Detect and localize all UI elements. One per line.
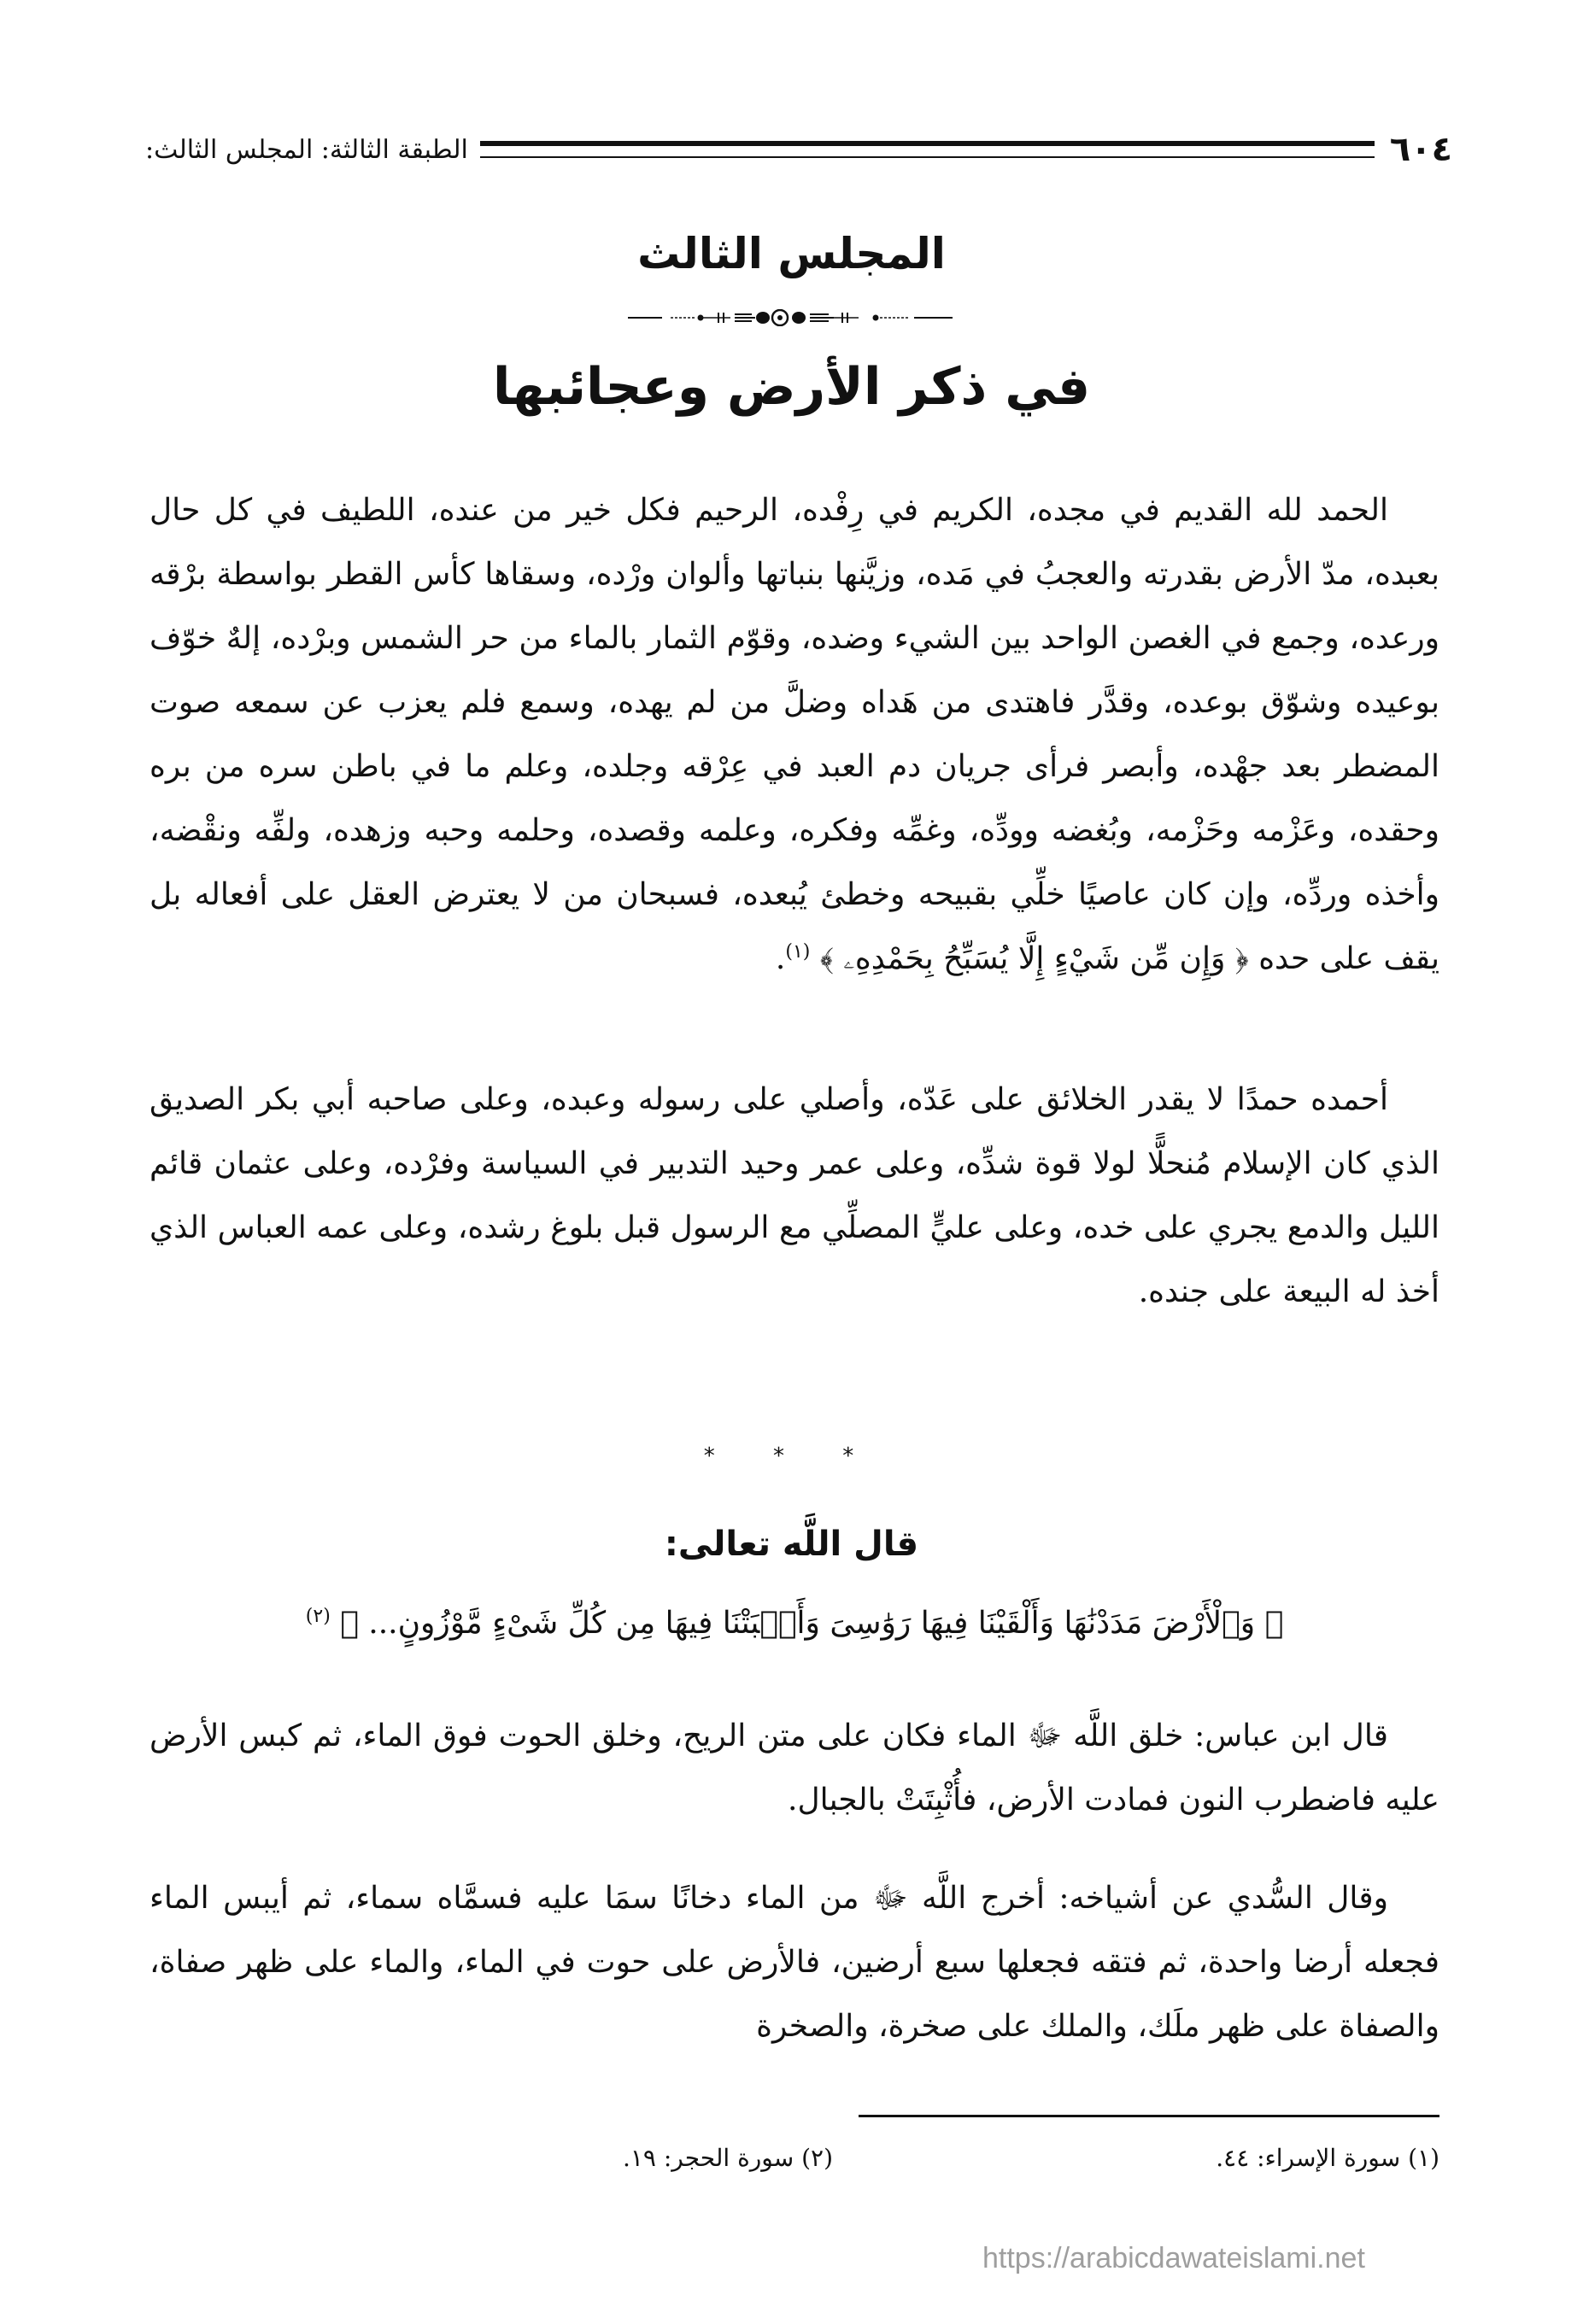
footnote-ref-2: (٢) [305,1606,331,1627]
footnote-2: (٢) سورة الحجر: ١٩. [622,2144,833,2172]
period: . [775,941,786,976]
quran-verse [150,1606,1439,1641]
suddi-paragraph [150,1866,1439,2058]
watermark-url: https://arabicdawateislami.net [982,2242,1365,2274]
page-number: ٦٠٤ [1389,130,1452,169]
paragraph-text: الحمد لله القديم في مجده، الكريم في رِفْده، الرحيم فكل خير من عنده، اللطيف في كل حال بعبده، مدّ الأرض بقدرته والعجبُ في مَده، وزيَّنها بنباتها وألوان ورْده، وسقاها كأس القطر بواسطة برْقه ورعده، وجمع في الغصن الواحد بين الشيء وضده، وقوّم الثمار بالماء من حر الشمس وبرْده، إلهٌ خوّف بوعيده وشوّق بوعده، وقدَّر فاهتدى من هَداه وضلَّ من لم يهده، وسمع فلم يعزب عن سمعه صوت المضطر بعد جهْده، وأبصر فرأى جريان دم العبد في عِرْقه وجلده، وعلم ما في باطن سره من بره وحقده، وعَزْمه وحَزْمه، وبُغضه وودِّه، وغمِّه وفكره، وعلمه وقصده، وحلمه وحبه وزهده، ولفِّه ونقْضه، وأخذه وردِّه، وإن كان عاصيًا خلِّي بقبيحه وخطئ يُبعده، فسبحان من لا يعترض العقل على أفعاله بل يقف على حده [150,493,1439,976]
footnote-divider [859,2115,1439,2117]
running-header [145,128,1452,171]
paragraph-text: قال ابن عباس: خلق اللَّه ﷻ الماء فكان على متن الريح، وخلق الحوت فوق الماء، ثم كبس الأرض عليه فاضطرب النون فمادت الأرض، فأُثْبِتَتْ بالجبال. [150,1718,1439,1818]
opening-paragraph [150,478,1439,991]
ibn-abbas-paragraph [150,1704,1439,1832]
footnote-ref-1: (١) [785,941,811,963]
header-double-rule [480,141,1375,158]
praise-paragraph [150,1068,1439,1324]
footnote-1: (١) سورة الإسراء: ٤٤. [1216,2144,1439,2172]
quran-quote: ﴿ وَإِن مِّن شَيْءٍ إِلَّا يُسَبِّحُ بِحَمْدِهِۦ ﴾ [819,941,1249,976]
footnotes [150,2144,1439,2172]
section-separator: * * * [703,1443,880,1469]
decorative-divider-icon [628,309,953,326]
chapter-subtitle: في ذكر الأرض وعجائبها [492,357,1091,417]
paragraph-text: أحمده حمدًا لا يقدر الخلائق على عَدّه، وأصلي على رسوله وعبده، وعلى صاحبه أبي بكر الصديق الذي كان الإسلام مُنحلًّا لولا قوة شدِّه، وعلى عمر وحيد التدبير في السياسة وفرْده، وعلى عثمان قائم الليل والدمع يجري على خده، وعلى عليٍّ المصلِّي مع الرسول قبل بلوغ رشده، وعلى عمه العباس الذي أخذ له البيعة على جنده. [150,1082,1439,1309]
section-heading: قال اللَّه تعالى: [664,1525,919,1564]
verse-text: ﴿ وَٱلْأَرْضَ مَدَدْنَٰهَا وَأَلْقَيْنَا فِيهَا رَوَٰسِىَ وَأَنۢبَتْنَا فِيهَا مِن كُلِّ شَىْءٍ مَّوْزُونٍ... ﴾ [340,1606,1284,1641]
chapter-title: المجلس الثالث [637,229,946,278]
paragraph-text: وقال السُّدي عن أشياخه: أخرج اللَّه ﷻ من الماء دخانًا سمَا عليه فسمَّاه سماء، ثم أيبس الماء فجعله أرضا واحدة، ثم فتقه فجعلها سبع أرضين، فالأرض على حوت في الماء، والماء على ظهر صفاة، والصفاة على ظهر ملَك، والملك على صخرة، والصخرة [150,1881,1439,2044]
running-title: الطبقة الثالثة: المجلس الثالث: [145,134,468,165]
